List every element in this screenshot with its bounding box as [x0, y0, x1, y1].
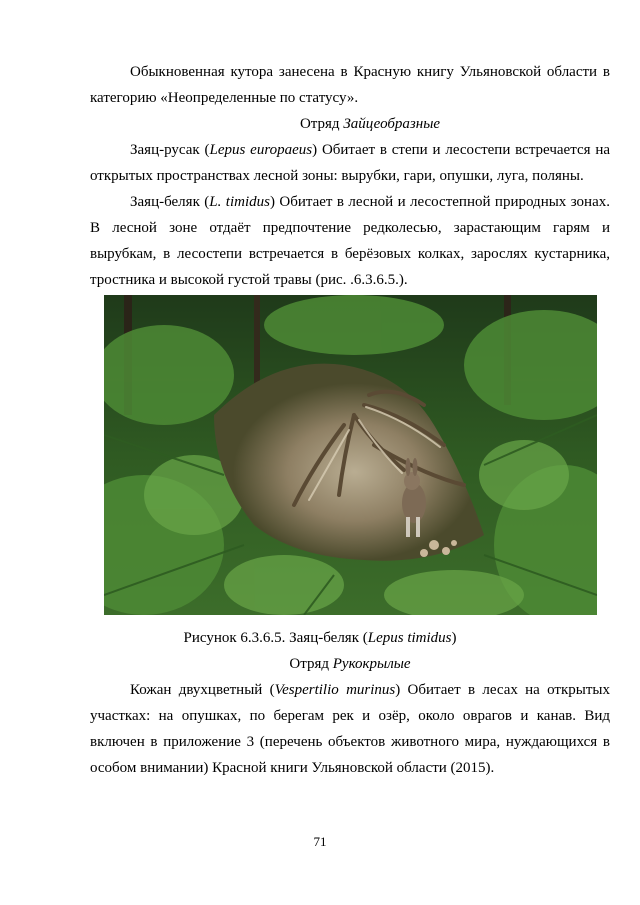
latin-name: Lepus timidus [367, 630, 452, 646]
latin-name: Vespertilio murinus [274, 682, 396, 698]
paragraph-4-line-1: Кожан двухцветный (Vespertilio murinus) Обитает в лесах на открытых [130, 682, 610, 698]
order-prefix: Отряд [299, 116, 344, 132]
paragraph-1-line-2: категорию «Неопределенные по статусу». [90, 90, 359, 106]
paragraph-4-line-4: особом внимании) Красной книги Ульяновской области (2015). [90, 760, 495, 776]
paragraph-3-line-3: вырубкам, в лесостепи встречается в берёзовых колках, зарослях кустарника, [90, 246, 610, 262]
figure-caption: Рисунок 6.3.6.5. Заяц-беляк (Lepus timidus) [183, 630, 457, 646]
paragraph-3-line-2: В лесной зоне отдаёт предпочтение редколесью, зарастающим гарям и [90, 220, 610, 236]
section-heading-lagomorpha [90, 114, 640, 134]
latin-name: Lepus europaeus [209, 142, 313, 158]
paragraph-3-line-1: Заяц-беляк (L. timidus) Обитает в лесной и лесостепной природных зонах. [130, 194, 610, 210]
latin-name: L. timidus [209, 194, 270, 210]
paragraph-4-line-3: включен в приложение 3 (перечень объектов животного мира, нуждающихся в [90, 734, 610, 750]
paragraph-1-line-1: Обыкновенная кутора занесена в Красную книгу Ульяновской области в [130, 64, 610, 80]
order-name: Рукокрылые [332, 656, 411, 672]
paragraph-2-line-2: открытых пространствах лесной зоны: вырубки, гари, опушки, луга, поляны. [90, 168, 584, 184]
section-heading-chiroptera [70, 654, 630, 674]
page-number: 71 [313, 834, 327, 849]
order-name: Зайцеобразные [343, 116, 441, 132]
paragraph-2-line-1: Заяц-русак (Lepus europaeus) Обитает в степи и лесостепи встречается на [130, 142, 611, 158]
paragraph-4-line-2: участках: на опушках, по берегам рек и озёр, около оврагов и канав. Вид [90, 708, 610, 724]
order-prefix: Отряд [289, 656, 333, 672]
hare-photo [104, 295, 597, 615]
paragraph-3-line-4: тростника и высокой густой травы (рис. .6.3.6.5.). [90, 272, 408, 288]
